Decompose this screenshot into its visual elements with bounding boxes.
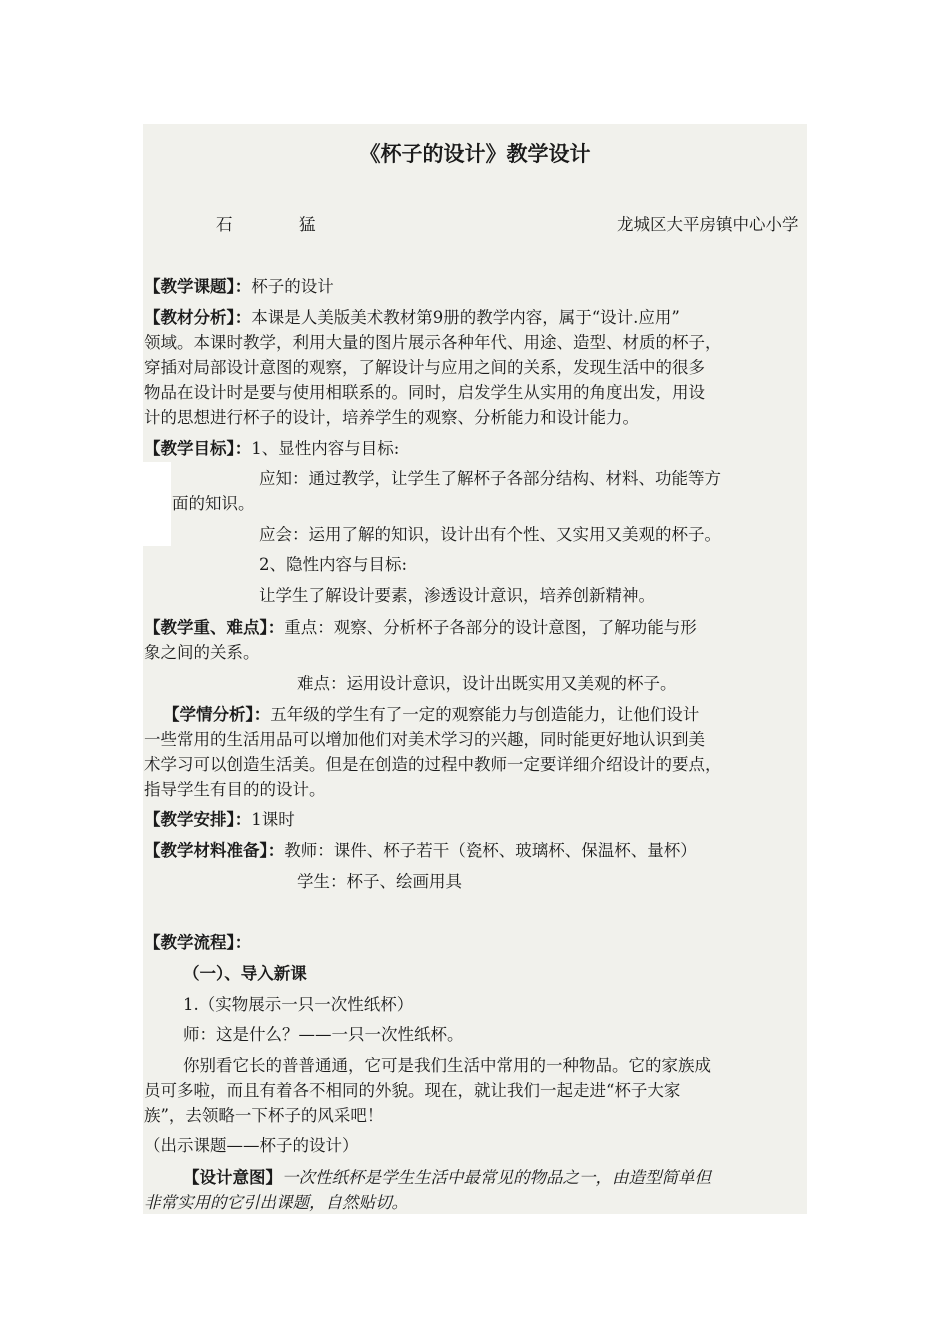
students-line-2: 一些常用的生活用品可以增加他们对美术学习的兴趣，同时能更好地认识到美: [144, 730, 705, 749]
goals-row: [144, 437, 399, 461]
schedule-row: 【教学安排】：1课时: [144, 810, 295, 829]
students-line-4: 指导学生有目的的设计。: [144, 780, 326, 799]
process-para-3: 族”，去领略一下杯子的风采吧！: [144, 1106, 384, 1125]
analysis-line-2: 领域。本课时教学，利用大量的图片展示各种年代、用途、造型、材质的杯子，: [144, 333, 722, 352]
materials-row: 【教学材料准备】：教师：课件、杯子若干（瓷杯、玻璃杯、保温杯、量杯）: [144, 841, 697, 860]
topic-row: [144, 275, 334, 299]
analysis-line-4: 物品在设计时是要与使用相联系的。同时，启发学生从实用的角度出发，用设: [144, 383, 705, 402]
process-teacher-question: 师：这是什么？——一只一次性纸杯。: [183, 1025, 464, 1044]
goals-know-1: 应知：通过教学，让学生了解杯子各部分结构、材料、功能等方: [259, 469, 721, 488]
keypoints-line-2: 象之间的关系。: [144, 643, 260, 662]
process-intent-line-2: 非常实用的它引出课题，自然贴切。: [144, 1193, 408, 1212]
keypoints-label: 【教学重、难点】：: [144, 618, 285, 637]
students-label: 【学情分析】：: [163, 705, 271, 724]
panel-notch: [143, 462, 171, 546]
school-name: 龙城区大平房镇中心小学: [617, 215, 799, 234]
author-given: 石: [216, 215, 233, 234]
goals-first: 1、显性内容与目标:: [251, 439, 400, 458]
goals-hidden: 让学生了解设计要素，渗透设计意识，培养创新精神。: [259, 586, 655, 605]
goals-know-2: 面的知识。: [172, 494, 255, 513]
analysis-label: 【教材分析】：: [144, 308, 252, 327]
topic-label: 【教学课题】：: [144, 277, 252, 296]
analysis-line-3: 穿插对局部设计意图的观察，了解设计与应用之间的关系，发现生活中的很多: [144, 358, 705, 377]
process-section-1: （一）、导入新课: [183, 964, 307, 983]
materials-student: 学生：杯子、绘画用具: [297, 872, 462, 891]
goals-label: 【教学目标】：: [144, 439, 252, 458]
keypoints-row: 【教学重、难点】：重点：观察、分析杯子各部分的设计意图，了解功能与形: [144, 618, 697, 637]
process-show-topic: （出示课题——杯子的设计）: [144, 1136, 359, 1155]
author-family: 猛: [299, 215, 316, 234]
materials-label: 【教学材料准备】：: [144, 841, 285, 860]
intent-label: 【设计意图】: [183, 1168, 282, 1187]
analysis-line-5: 计的思想进行杯子的设计，培养学生的观察、分析能力和设计能力。: [144, 408, 639, 427]
students-row: 【学情分析】：五年级的学生有了一定的观察能力与创造能力，让他们设计: [163, 705, 700, 724]
process-intent-row: 【设计意图】一次性纸杯是学生生活中最常见的物品之一，由造型简单但: [183, 1168, 711, 1187]
students-line-3: 术学习可以创造生活美。但是在创造的过程中教师一定要详细介绍设计的要点，: [144, 755, 722, 774]
document-title: 《杯子的设计》教学设计: [359, 142, 591, 166]
goals-can: 应会：运用了解的知识，设计出有个性、又实用又美观的杯子。: [259, 525, 721, 544]
process-para-2: 员可多啦，而且有着各不相同的外貌。现在，就让我们一起走进“杯子大家: [144, 1081, 681, 1100]
process-step-1: 1.（实物展示一只一次性纸杯）: [183, 995, 414, 1014]
topic-text: 杯子的设计: [251, 277, 334, 296]
keypoints-hard: 难点：运用设计意识，设计出既实用又美观的杯子。: [297, 674, 677, 693]
process-para-1: 你别看它长的普普通通，它可是我们生活中常用的一种物品。它的家族成: [183, 1056, 711, 1075]
process-label: 【教学流程】：: [144, 933, 252, 952]
goals-second: 2、隐性内容与目标:: [259, 555, 408, 574]
analysis-line-1: 【教材分析】：本课是人美版美术教材第9册的教学内容，属于“设计.应用”: [144, 308, 680, 327]
schedule-label: 【教学安排】：: [144, 810, 252, 829]
